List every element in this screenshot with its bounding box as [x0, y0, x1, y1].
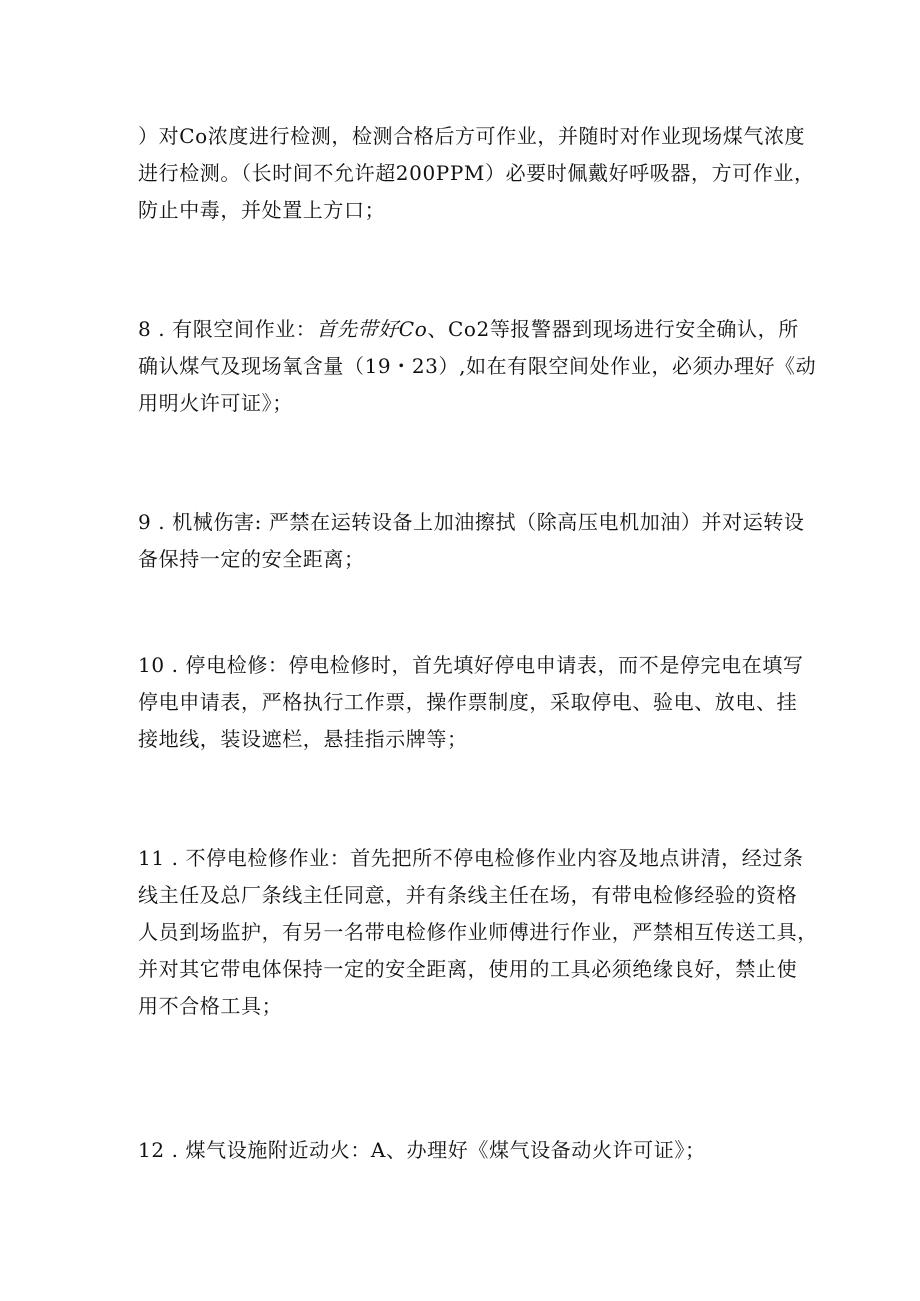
text-line: 防止中毒，并处置上方口； [138, 198, 386, 222]
text-line: 用明火许可证》； [138, 391, 293, 415]
text-line: 11 . 不停电检修作业：首先把所不停电检修作业内容及地点讲清，经过条 [138, 846, 804, 870]
item-heading: 8 . 有限空间作业： [138, 317, 317, 341]
italic-text: 首先带好Co [316, 317, 428, 341]
paragraph-power-off-maintenance [138, 647, 804, 758]
text-line: 接地线，装设遮栏，悬挂指示牌等； [138, 727, 468, 751]
paragraph-co-detection [138, 118, 815, 229]
text-line: 10 . 停电检修：停电检修时，首先填好停电申请表，而不是停完电在填写 [138, 653, 804, 677]
text-line: 9 . 机械伤害: 严禁在运转设备上加油擦拭（除高压电机加油）并对运转设 [138, 510, 805, 534]
paragraph-live-maintenance [138, 840, 818, 1025]
text-line: 人员到场监护，有另一名带电检修作业师傅进行作业，严禁相互传送工具， [138, 920, 818, 944]
text-fragment: 、Co2等报警器到现场进行安全确认，所 [427, 317, 799, 341]
text-line: ）对Co浓度进行检测，检测合格后方可作业，并随时对作业现场煤气浓度 [138, 124, 806, 148]
text-line: 备保持一定的安全距离； [138, 547, 365, 571]
text-line: 确认煤气及现场氧含量（19・23）,如在有限空间处作业，必须办理好《动 [138, 354, 817, 378]
text-line: 12 . 煤气设施附近动火：A、办理好《煤气设备动火许可证》； [138, 1138, 706, 1162]
paragraph-gas-facility-hot-work [138, 1132, 798, 1169]
paragraph-confined-space [138, 311, 817, 422]
paragraph-mechanical-injury [138, 504, 805, 578]
text-line: 进行检测。（长时间不允许超200PPM）必要时佩戴好呼吸器，方可作业， [138, 161, 815, 185]
text-line: 用不合格工具； [138, 994, 283, 1018]
text-line: 线主任及总厂条线主任同意，并有条线主任在场，有带电检修经验的资格 [138, 883, 798, 907]
text-line: 停电申请表，严格执行工作票，操作票制度，采取停电、验电、放电、挂 [138, 690, 798, 714]
text-line: 并对其它带电体保持一定的安全距离，使用的工具必须绝缘良好，禁止使 [138, 957, 798, 981]
text-line [138, 311, 798, 348]
